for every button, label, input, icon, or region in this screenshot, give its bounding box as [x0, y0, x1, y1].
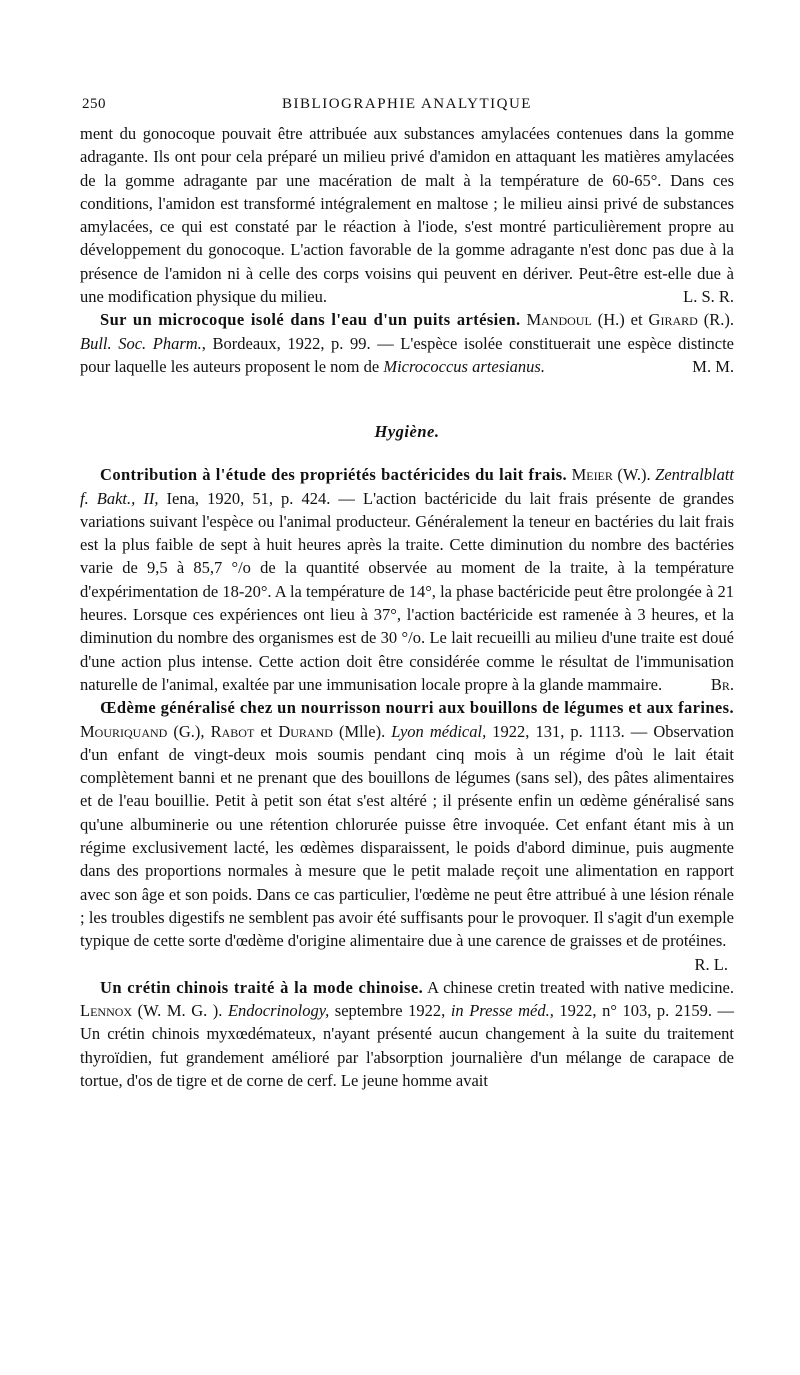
intro-signature: L. S. R. — [683, 287, 734, 307]
citation-text: septembre 1922, — [329, 1001, 451, 1021]
page-header — [80, 96, 734, 122]
entry-signature-line — [80, 953, 734, 976]
entry-title: Sur un microcoque isolé dans l'eau d'un puits artésien. — [100, 310, 521, 330]
author-initials: (G.), — [167, 721, 211, 741]
entry-title: Un crétin chinois traité à la mode chinoise. — [100, 977, 424, 997]
page-number: 250 — [82, 96, 106, 112]
author-name: Girard — [648, 310, 698, 330]
journal-name: Zentralblatt f. Bakt., II, — [80, 465, 734, 508]
author-initials: (Mlle). — [332, 721, 392, 741]
citation-text: , Bordeaux, 1922, p. 99. — L'espèce isolée constituerait une espèce distincte pour laquelle les auteurs proposent le nom de — [80, 333, 734, 376]
entry-cretin-paragraph — [80, 976, 734, 1092]
entry-title: Contribution à l'étude des propriétés bactéricides du lait frais. — [100, 465, 568, 485]
author-initials: (R.). — [697, 310, 734, 330]
journal-name: Endocrinology, — [227, 1001, 330, 1021]
citation-text: Iena, 1920, 51, p. 424. — L'action bactéricide du lait frais présente de grandes variations suivant l'espèce ou l'animal producteur. Généralement la teneur en bactéries du lait frais est la plus faible de sept à huit heures après la traite. Cette diminution du nombre des bactéries varie de 9,5 à 85,7 °/o de la quantité observée au moment de la traite, à la température d'expérimentation de 18-20°. A la température de 14°, la phase bactéricide peut être prolongée à 21 heures. Lorsque ces expériences ont lieu à 37°, l'action bactéricide est ramenée à 3 heures, et la diminution du nombre des organismes est de 30 °/o. Le lait recueilli au milieu d'une traite est doué d'une action plus intense. Cette action doit être considérée comme le résultat de l'immunisation naturelle de l'animal, exaltée par une immunisation locale propre à la glande mammaire. — [80, 488, 735, 694]
author-name: Meier — [571, 465, 613, 485]
citation-text: 1922, n° 103, p. 2159. — Un crétin chinois myxœdémateux, n'ayant présenté aucun changement à la suite du traitement thyroïdien, fut grandement amélioré par l'absorption journalière d'un mélange de carapace de tortue, d'os de tigre et de corne de cerf. Le jeune homme avait — [80, 1001, 734, 1090]
entry-lait — [80, 463, 734, 696]
entry-oedeme-paragraph — [80, 696, 734, 952]
entry-micrococcus-paragraph — [80, 308, 734, 378]
journal-name: Lyon médical, — [391, 721, 487, 741]
entry-lait-paragraph — [80, 463, 734, 696]
author-name: Durand — [278, 721, 333, 741]
author-name: Mouriquand — [80, 721, 168, 741]
entry-signature: Br. — [710, 674, 734, 694]
entry-signature: M. M. — [692, 356, 734, 376]
journal-name: Bull. Soc. Pharm. — [80, 333, 202, 353]
author-initials: (W. M. G. ). — [132, 1001, 228, 1021]
running-head: BIBLIOGRAPHIE ANALYTIQUE — [282, 96, 532, 112]
english-title: A chinese cretin treated with native medicine. — [423, 977, 734, 997]
entry-title: Œdème généralisé chez un nourrisson nourri aux bouillons de légumes et aux farines. — [100, 698, 734, 718]
species-name: Micrococcus artesianus. — [383, 356, 545, 376]
author-initials: (H.) et — [591, 310, 649, 330]
entry-micrococcus — [80, 308, 734, 378]
entry-signature: R. L. — [694, 954, 728, 974]
entry-cretin — [80, 976, 734, 1092]
journal-name: in Presse méd., — [450, 1001, 554, 1021]
intro-text: ment du gonocoque pouvait être attribuée aux substances amylacées contenues dans la gomme adragante. Ils ont pour cela préparé un milieu privé d'amidon en attaquant les matières amylacées de la gomme adragante par une macération de malt à la température de 60-65°. Dans ces conditions, l'amidon est transformé intégralement en maltose ; le milieu ainsi privé de substances amylacées, ce qui est constaté par le réaction à l'iode, s'est montré particulièrement propre au développement du gonocoque. L'action favorable de la gomme adragante n'est donc pas due à la présence de l'amidon ni à celle des corps voisins qui peuvent en dériver. Peut-être est-elle due à une modification physique du milieu. — [80, 124, 734, 307]
document-page — [80, 96, 734, 1092]
intro-paragraph-block — [80, 122, 734, 308]
intro-paragraph — [80, 122, 734, 308]
author-conjunction: et — [254, 721, 279, 741]
entry-oedeme — [80, 696, 734, 976]
section-heading: Hygiène. — [374, 422, 440, 442]
author-name: Mandoul — [526, 310, 592, 330]
author-name: Lennox — [80, 1001, 133, 1021]
citation-text: 1922, 131, p. 1113. — Observation d'un enfant de vingt-deux mois soumis pendant cinq mois à un régime d'où le lait était complètement banni et ne prenant que des bouillons de légumes (sans sel), des pâtes alimentaires et de l'eau bouillie. Petit à petit son état s'est altéré ; il présente enfin un œdème généralisé sans qu'une albuminerie ou une rétention chlorurée puisse être invoquée. Cet enfant étant mis à un régime exclusivement lacté, les œdèmes disparaissent, le poids d'abord diminue, puis augmente dans des proportions normales à mesure que le petit malade reçoit une alimentation en rapport avec son âge et son poids. Dans ce cas particulier, l'œdème ne peut être attribué à une lésion rénale ; les troubles digestifs ne semblent pas avoir été suffisants pour le provoquer. Il s'agit d'un exemple typique de cette sorte d'œdème d'origine alimentaire due à une carence de graisses et de protéines. — [80, 721, 734, 951]
author-initials: (W.). — [612, 465, 656, 485]
author-name: Rabot — [210, 721, 255, 741]
